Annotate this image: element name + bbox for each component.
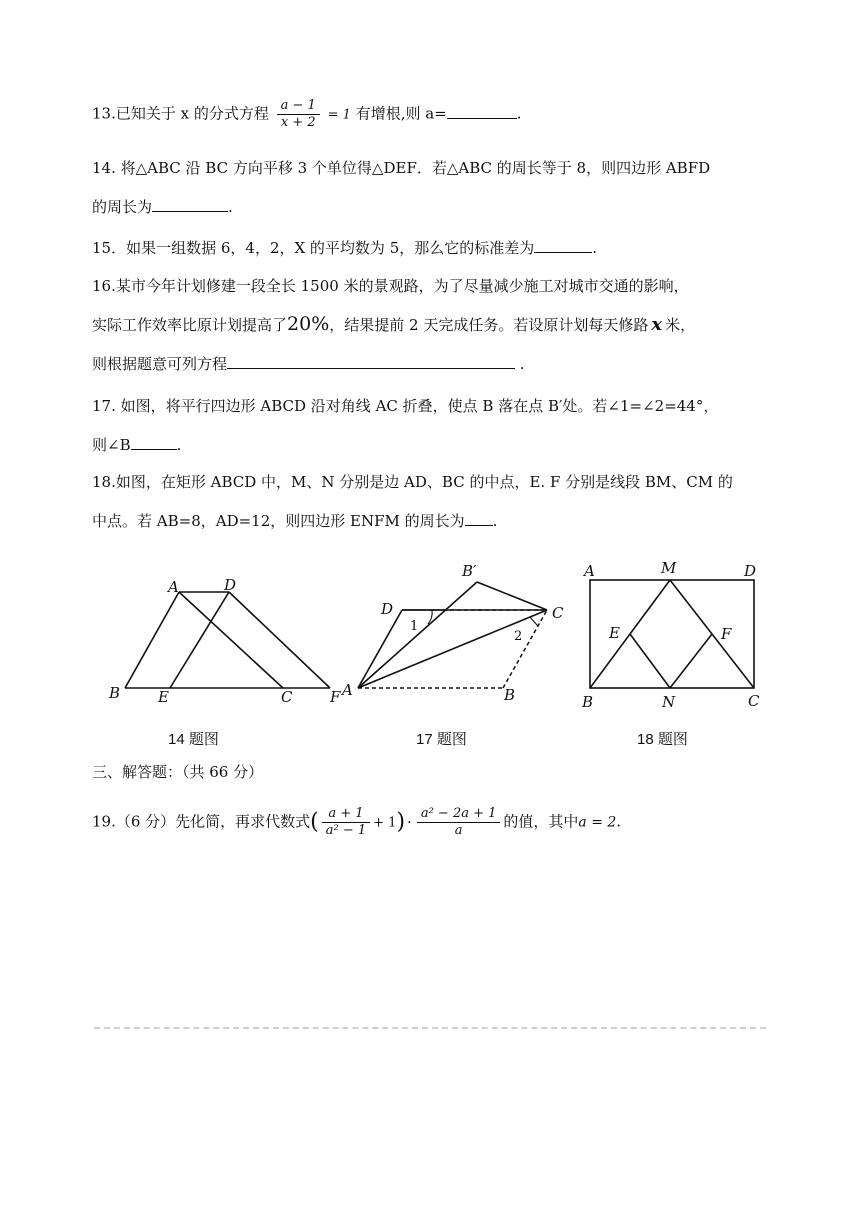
q14-text: 的周长为 bbox=[92, 198, 153, 216]
fig17-segment-ac bbox=[358, 610, 547, 688]
fig17-label-2: 2 bbox=[514, 629, 523, 644]
q13-blank bbox=[447, 104, 517, 119]
fig14-segment-ac bbox=[179, 592, 283, 688]
fig18-label-m: M bbox=[661, 559, 677, 577]
section-3-heading: 三、解答题：（共 66 分） bbox=[92, 763, 264, 781]
q16-text: 实际工作效率比原计划提高了 bbox=[92, 316, 288, 334]
q13-fraction bbox=[277, 98, 320, 131]
question-14-line1: 14. 将△ABC 沿 BC 方向平移 3 个单位得△DEF．若△ABC 的周长等于 8，则四边形 ABFD bbox=[92, 159, 711, 177]
q19-fraction-2 bbox=[417, 806, 501, 839]
question-16-line2 bbox=[92, 314, 695, 335]
q13-text-post: 有增根,则 a= bbox=[355, 104, 447, 123]
q17-text: 则∠B bbox=[92, 436, 131, 454]
q17-end: . bbox=[176, 436, 182, 454]
fig17-label-1: 1 bbox=[410, 619, 419, 634]
q19-dot: · bbox=[407, 812, 412, 831]
fig14-label-e: E bbox=[158, 688, 169, 706]
fig18-label-a: A bbox=[584, 562, 595, 580]
q18-blank bbox=[465, 511, 493, 526]
fig14-segment-de bbox=[170, 592, 229, 688]
q16-var: x bbox=[651, 314, 663, 335]
fig14-label-f: F bbox=[330, 688, 341, 706]
q19-condition: a = 2 bbox=[578, 814, 617, 831]
question-15 bbox=[92, 238, 597, 258]
q16-unit: 米， bbox=[665, 316, 696, 334]
q15-blank bbox=[534, 238, 592, 253]
question-17-line2 bbox=[92, 435, 181, 455]
q17-blank bbox=[131, 435, 177, 450]
q16-text-2: ，结果提前 2 天完成任务。若设原计划每天修路 bbox=[329, 316, 649, 334]
figure-14 bbox=[100, 570, 345, 715]
question-17-line1: 17. 如图，将平行四边形 ABCD 沿对角线 AC 折叠，使点 B 落在点 B′处。若∠1=∠2=44°， bbox=[92, 397, 719, 415]
fig17-label-c: C bbox=[552, 604, 564, 622]
q19-frac2-den: a bbox=[454, 823, 463, 838]
fig18-segment-en bbox=[630, 634, 670, 688]
q15-text: 15．如果一组数据 6，4，2，X 的平均数为 5，那么它的标准差为 bbox=[92, 239, 535, 257]
fig14-label-c: C bbox=[281, 688, 293, 706]
fig18-label-b: B bbox=[582, 693, 594, 708]
q19-frac2-num: a² − 2a + 1 bbox=[417, 806, 501, 823]
figure-18 bbox=[578, 558, 778, 708]
figure-17 bbox=[340, 560, 580, 710]
question-16-line3 bbox=[92, 354, 525, 374]
q19-frac1-den: a² − 1 bbox=[325, 823, 367, 838]
question-18-line1: 18.如图，在矩形 ABCD 中，M、N 分别是边 AD、BC 的中点，E. F 分别是线段 BM、CM 的 bbox=[92, 473, 733, 491]
figure-14-caption: 14 题图 bbox=[168, 731, 219, 748]
fig18-label-e: E bbox=[609, 624, 620, 642]
q16-percent: 20% bbox=[287, 313, 330, 335]
fig17-dashed-bc bbox=[503, 610, 547, 688]
q19-end: . bbox=[616, 812, 622, 831]
fig17-label-b-prime: B′ bbox=[462, 562, 477, 580]
question-18-line2 bbox=[92, 511, 497, 531]
fig18-label-c: C bbox=[748, 692, 760, 708]
question-13 bbox=[92, 98, 522, 131]
q14-blank bbox=[152, 197, 228, 212]
q16-end: . bbox=[515, 355, 525, 373]
q19-plus: + 1 bbox=[373, 815, 397, 831]
fig18-label-n: N bbox=[662, 693, 676, 708]
fig18-label-f: F bbox=[721, 625, 732, 643]
fig17-segment-ad bbox=[358, 610, 402, 688]
dashed-separator bbox=[94, 1027, 766, 1029]
q13-end: . bbox=[516, 104, 522, 123]
question-16-line1: 16.某市今年计划修建一段全长 1500 米的景观路，为了尽量减少施工对城市交通的影响， bbox=[92, 277, 689, 295]
fig14-label-d: D bbox=[224, 576, 237, 594]
q19-fraction-1 bbox=[322, 806, 370, 839]
q13-frac-num: a − 1 bbox=[277, 98, 320, 115]
q15-end: . bbox=[592, 239, 598, 257]
fig14-label-a: A bbox=[168, 578, 179, 596]
q16-text-3: 则根据题意可列方程 bbox=[92, 355, 228, 373]
fig14-segment-ba bbox=[125, 592, 179, 688]
fig14-segment-df bbox=[229, 592, 330, 688]
question-14-line2 bbox=[92, 197, 233, 217]
fig18-segment-nf bbox=[670, 634, 712, 688]
fig17-angle-2-arc bbox=[530, 617, 538, 626]
q19-frac1-num: a + 1 bbox=[322, 806, 370, 823]
fig17-label-d: D bbox=[381, 600, 394, 618]
fig17-segment-b1c bbox=[477, 582, 547, 610]
figure-18-caption: 18 题图 bbox=[637, 731, 688, 748]
q19-text: 19.（6 分）先化简，再求代数式 bbox=[92, 812, 311, 831]
q16-blank bbox=[227, 354, 515, 369]
fig14-label-b: B bbox=[109, 684, 121, 702]
q13-frac-den: x + 2 bbox=[280, 115, 316, 130]
q13-text: 13.已知关于 x 的分式方程 bbox=[92, 104, 269, 123]
fig17-segment-ab1 bbox=[358, 582, 477, 688]
question-19: 19.（6 分）先化简，再求代数式( $\frac{a + 1}{\text{a² − 1}}$ + 1) · $\frac{\text{a² − 2a + 1}}{a}$ 的值，其中a = 2. bbox=[92, 806, 622, 838]
q18-text: 中点。若 AB=8，AD=12，则四边形 ENFM 的周长为 bbox=[92, 512, 465, 530]
q14-end: . bbox=[228, 198, 233, 216]
q18-end: . bbox=[492, 512, 498, 530]
figure-17-caption: 17 题图 bbox=[416, 731, 467, 748]
q19-text-post: 的值，其中 bbox=[503, 812, 579, 831]
fig17-label-a: A bbox=[342, 681, 353, 699]
q13-eq: = 1 bbox=[327, 107, 351, 123]
fig17-label-b: B bbox=[504, 686, 516, 704]
fig18-label-d: D bbox=[744, 562, 757, 580]
